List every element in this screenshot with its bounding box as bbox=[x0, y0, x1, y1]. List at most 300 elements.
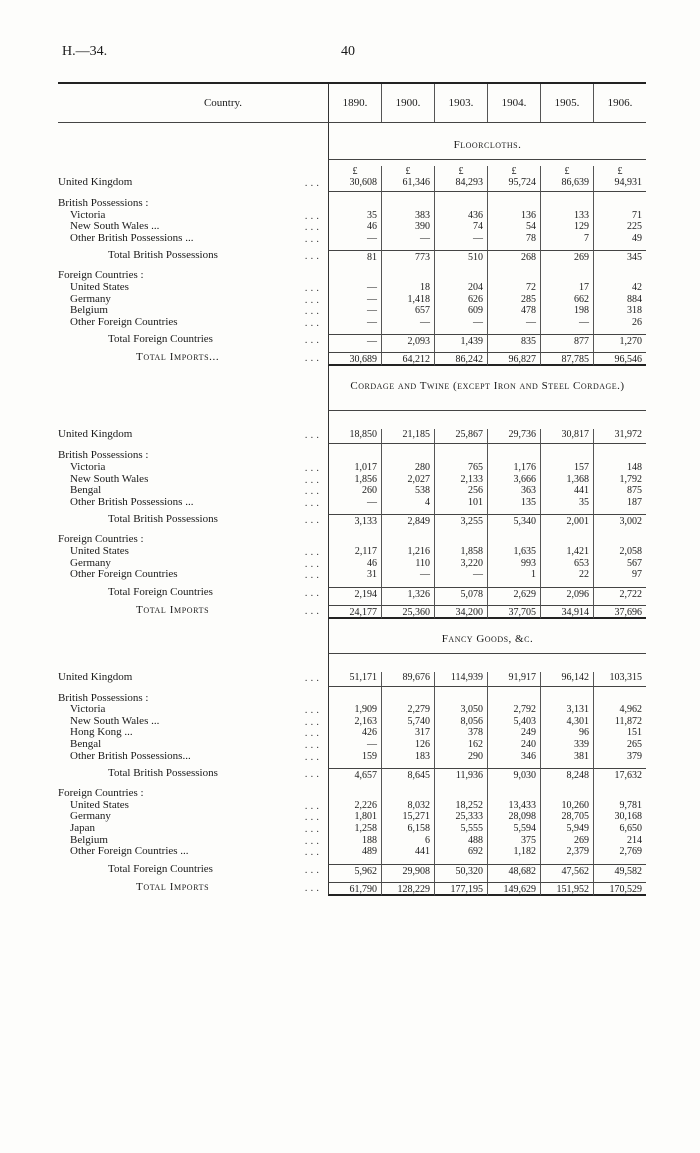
value-cell: — bbox=[328, 282, 381, 294]
row-label: New South Wales bbox=[70, 473, 149, 485]
value-cell: 1,216 bbox=[381, 546, 434, 558]
value-cell: 383 bbox=[381, 210, 434, 222]
value-cell: 4 bbox=[381, 497, 434, 509]
value-cell: 1,421 bbox=[540, 546, 593, 558]
value-cell: — bbox=[328, 294, 381, 306]
row-label-cell bbox=[58, 704, 328, 716]
leader-dots: ... bbox=[304, 305, 322, 318]
country-row bbox=[58, 672, 646, 687]
country-row bbox=[58, 497, 646, 509]
value-cell: 84,293 bbox=[434, 177, 487, 192]
value-cell: 3,220 bbox=[434, 558, 487, 570]
year-column-header: 1904. bbox=[487, 84, 540, 122]
value-cell: 1,418 bbox=[381, 294, 434, 306]
value-cell: 148 bbox=[593, 462, 646, 474]
row-label-cell bbox=[58, 716, 328, 728]
value-cell: 2,117 bbox=[328, 546, 381, 558]
total-imports-row bbox=[58, 352, 646, 366]
leader-dots: ... bbox=[304, 704, 322, 717]
row-label: Germany bbox=[70, 557, 111, 569]
value-cell: 96,546 bbox=[593, 352, 646, 366]
subtotal-row bbox=[58, 250, 646, 264]
value-cell: 363 bbox=[487, 485, 540, 497]
value-cell: 2,792 bbox=[487, 704, 540, 716]
row-label: Total British Possessions bbox=[108, 514, 218, 526]
value-cell: 74 bbox=[434, 221, 487, 233]
value-cell: 1,182 bbox=[487, 846, 540, 858]
row-label-cell bbox=[58, 835, 328, 847]
row-label: Total Imports bbox=[136, 604, 210, 616]
country-row bbox=[58, 727, 646, 739]
value-cell: — bbox=[328, 233, 381, 245]
value-cell: 198 bbox=[540, 305, 593, 317]
value-cell: 25,867 bbox=[434, 429, 487, 444]
value-cell: 24,177 bbox=[328, 605, 381, 619]
row-label-cell bbox=[58, 334, 328, 348]
section-title: Fancy Goods, &c. bbox=[328, 633, 646, 653]
country-row bbox=[58, 835, 646, 847]
value-cell: 21,185 bbox=[381, 429, 434, 444]
value-cell: 34,914 bbox=[540, 605, 593, 619]
value-cell: 35 bbox=[328, 210, 381, 222]
leader-dots: ... bbox=[304, 727, 322, 740]
currency-unit: £ bbox=[328, 166, 381, 177]
row-label: British Possessions : bbox=[58, 198, 149, 209]
value-cell bbox=[328, 693, 381, 705]
value-cell: 54 bbox=[487, 221, 540, 233]
value-cell: 2,027 bbox=[381, 474, 434, 486]
row-label: Germany bbox=[70, 293, 111, 305]
value-cell: 8,056 bbox=[434, 716, 487, 728]
value-cell: 510 bbox=[434, 250, 487, 264]
value-cell: 4,301 bbox=[540, 716, 593, 728]
value-cell: 13,433 bbox=[487, 800, 540, 812]
value-cell: 51,171 bbox=[328, 672, 381, 687]
section-title: Floorcloths. bbox=[328, 139, 646, 159]
value-cell: 49,582 bbox=[593, 864, 646, 878]
row-label: Foreign Countries : bbox=[58, 788, 144, 800]
value-cell: 7 bbox=[540, 233, 593, 245]
row-label: Germany bbox=[70, 811, 111, 823]
row-label-cell bbox=[58, 450, 328, 462]
value-cell: — bbox=[434, 233, 487, 245]
value-cell: — bbox=[487, 317, 540, 329]
value-cell bbox=[487, 450, 540, 462]
leader-dots: ... bbox=[304, 316, 322, 329]
country-row bbox=[58, 210, 646, 222]
value-cell: 136 bbox=[487, 210, 540, 222]
row-label: United Kingdom bbox=[58, 429, 133, 441]
row-label: Total Foreign Countries bbox=[108, 586, 213, 598]
value-cell: 97 bbox=[593, 569, 646, 581]
value-cell: 103,315 bbox=[593, 672, 646, 687]
row-label-cell bbox=[58, 474, 328, 486]
value-cell: 346 bbox=[487, 751, 540, 763]
row-label: Other Foreign Countries ... bbox=[70, 846, 189, 858]
value-cell: 17 bbox=[540, 282, 593, 294]
value-cell: 8,032 bbox=[381, 800, 434, 812]
value-cell: 2,096 bbox=[540, 587, 593, 601]
value-cell: 381 bbox=[540, 751, 593, 763]
value-cell: 5,949 bbox=[540, 823, 593, 835]
row-label: Belgium bbox=[70, 305, 108, 317]
leader-dots: ... bbox=[304, 461, 322, 474]
value-cell: 30,168 bbox=[593, 811, 646, 823]
value-cell: 692 bbox=[434, 846, 487, 858]
value-cell: 441 bbox=[381, 846, 434, 858]
value-cell bbox=[487, 788, 540, 800]
value-cell: 662 bbox=[540, 294, 593, 306]
row-label: Japan bbox=[70, 823, 96, 835]
value-cell bbox=[381, 198, 434, 210]
value-cell: — bbox=[328, 739, 381, 751]
value-cell bbox=[381, 534, 434, 546]
row-label-cell bbox=[58, 352, 328, 366]
value-cell: 157 bbox=[540, 462, 593, 474]
row-label-cell bbox=[58, 221, 328, 233]
value-cell: 151 bbox=[593, 727, 646, 739]
value-cell: 1,858 bbox=[434, 546, 487, 558]
value-cell bbox=[540, 450, 593, 462]
group-heading-row bbox=[58, 198, 646, 210]
subtotal-row bbox=[58, 334, 646, 348]
leader-dots: ... bbox=[304, 293, 322, 306]
value-cell: 135 bbox=[487, 497, 540, 509]
country-row bbox=[58, 823, 646, 835]
value-cell: 1,909 bbox=[328, 704, 381, 716]
value-cell: — bbox=[328, 497, 381, 509]
value-cell: 441 bbox=[540, 485, 593, 497]
row-label: New South Wales ... bbox=[70, 715, 160, 727]
country-row bbox=[58, 282, 646, 294]
value-cell: 653 bbox=[540, 558, 593, 570]
value-cell: 993 bbox=[487, 558, 540, 570]
value-cell: 8,645 bbox=[381, 768, 434, 782]
row-label-cell bbox=[58, 514, 328, 528]
value-cell: 18 bbox=[381, 282, 434, 294]
value-cell: 2,001 bbox=[540, 514, 593, 528]
value-cell: 9,781 bbox=[593, 800, 646, 812]
value-cell: 187 bbox=[593, 497, 646, 509]
value-cell: 35 bbox=[540, 497, 593, 509]
value-cell: 86,639 bbox=[540, 177, 593, 192]
value-cell: 71 bbox=[593, 210, 646, 222]
value-cell: 110 bbox=[381, 558, 434, 570]
value-cell: 2,279 bbox=[381, 704, 434, 716]
value-cell: 47,562 bbox=[540, 864, 593, 878]
value-cell: 1,258 bbox=[328, 823, 381, 835]
subtotal-row bbox=[58, 768, 646, 782]
value-cell: 3,050 bbox=[434, 704, 487, 716]
value-cell: 5,078 bbox=[434, 587, 487, 601]
value-cell: 5,740 bbox=[381, 716, 434, 728]
imports-table bbox=[58, 82, 646, 896]
value-cell bbox=[593, 198, 646, 210]
document-reference: H.—34. bbox=[62, 44, 108, 59]
row-label-cell bbox=[58, 605, 328, 619]
value-cell: 177,195 bbox=[434, 882, 487, 896]
row-label: Victoria bbox=[70, 209, 106, 221]
year-column-header: 1905. bbox=[540, 84, 593, 122]
value-cell: 37,696 bbox=[593, 605, 646, 619]
value-cell bbox=[381, 270, 434, 282]
value-cell: 390 bbox=[381, 221, 434, 233]
leader-dots: ... bbox=[304, 881, 322, 894]
row-label-cell bbox=[58, 198, 328, 210]
row-label-cell bbox=[58, 811, 328, 823]
value-cell: 6,158 bbox=[381, 823, 434, 835]
value-cell: 256 bbox=[434, 485, 487, 497]
value-cell: 61,790 bbox=[328, 882, 381, 896]
value-cell: 835 bbox=[487, 334, 540, 348]
value-cell: 162 bbox=[434, 739, 487, 751]
value-cell: 25,360 bbox=[381, 605, 434, 619]
row-label-cell bbox=[58, 846, 328, 858]
value-cell bbox=[434, 198, 487, 210]
value-cell: 249 bbox=[487, 727, 540, 739]
leader-dots: ... bbox=[304, 496, 322, 509]
value-cell: 214 bbox=[593, 835, 646, 847]
value-cell: 128,229 bbox=[381, 882, 434, 896]
row-label: Total Imports bbox=[136, 881, 210, 893]
row-label: Other Foreign Countries bbox=[70, 569, 178, 581]
row-label-cell bbox=[58, 882, 328, 896]
value-cell: 5,594 bbox=[487, 823, 540, 835]
currency-unit: £ bbox=[434, 166, 487, 177]
row-label: Other British Possessions ... bbox=[70, 232, 194, 244]
value-cell: 1,368 bbox=[540, 474, 593, 486]
value-cell: 2,722 bbox=[593, 587, 646, 601]
value-cell: 2,226 bbox=[328, 800, 381, 812]
value-cell: 25,333 bbox=[434, 811, 487, 823]
row-label: United States bbox=[70, 545, 129, 557]
value-cell: 875 bbox=[593, 485, 646, 497]
value-cell: 375 bbox=[487, 835, 540, 847]
group-heading-row bbox=[58, 450, 646, 462]
country-row bbox=[58, 233, 646, 245]
section-spacer bbox=[328, 366, 646, 380]
value-cell: 10,260 bbox=[540, 800, 593, 812]
value-cell: — bbox=[328, 317, 381, 329]
row-label-cell bbox=[58, 739, 328, 751]
value-cell: 884 bbox=[593, 294, 646, 306]
value-cell: 42 bbox=[593, 282, 646, 294]
value-cell: 34,200 bbox=[434, 605, 487, 619]
value-cell: 339 bbox=[540, 739, 593, 751]
row-label-cell bbox=[58, 497, 328, 509]
leader-dots: ... bbox=[304, 863, 322, 876]
row-label: Total Foreign Countries bbox=[108, 334, 213, 346]
row-label-cell bbox=[58, 485, 328, 497]
value-cell: 72 bbox=[487, 282, 540, 294]
value-cell: 26 bbox=[593, 317, 646, 329]
value-cell: 95,724 bbox=[487, 177, 540, 192]
country-row bbox=[58, 558, 646, 570]
section-spacer bbox=[328, 653, 646, 672]
country-column-header: Country. bbox=[203, 97, 243, 109]
country-row bbox=[58, 846, 646, 858]
row-label-cell bbox=[58, 587, 328, 601]
value-cell bbox=[381, 693, 434, 705]
value-cell: 1,635 bbox=[487, 546, 540, 558]
value-cell: 765 bbox=[434, 462, 487, 474]
subtotal-row bbox=[58, 587, 646, 601]
country-row bbox=[58, 474, 646, 486]
value-cell: — bbox=[381, 233, 434, 245]
row-label: Bengal bbox=[70, 485, 102, 497]
value-cell: 379 bbox=[593, 751, 646, 763]
total-imports-row bbox=[58, 605, 646, 619]
country-row bbox=[58, 177, 646, 192]
row-label: Belgium bbox=[70, 834, 108, 846]
value-cell: 96,827 bbox=[487, 352, 540, 366]
country-row bbox=[58, 800, 646, 812]
value-cell: 3,666 bbox=[487, 474, 540, 486]
value-cell: 1 bbox=[487, 569, 540, 581]
leader-dots: ... bbox=[304, 221, 322, 234]
value-cell: — bbox=[381, 569, 434, 581]
country-row bbox=[58, 305, 646, 317]
row-label-cell bbox=[58, 270, 328, 282]
leader-dots: ... bbox=[304, 846, 322, 859]
value-cell bbox=[540, 198, 593, 210]
row-label-cell bbox=[58, 558, 328, 570]
year-column-header: 1906. bbox=[593, 84, 646, 122]
leader-dots: ... bbox=[304, 545, 322, 558]
value-cell: 290 bbox=[434, 751, 487, 763]
row-label: United States bbox=[70, 281, 129, 293]
leader-dots: ... bbox=[304, 557, 322, 570]
value-cell: 378 bbox=[434, 727, 487, 739]
row-label: Other British Possessions ... bbox=[70, 496, 194, 508]
value-cell: 2,769 bbox=[593, 846, 646, 858]
value-cell bbox=[328, 534, 381, 546]
value-cell: 30,689 bbox=[328, 352, 381, 366]
year-column-header: 1903. bbox=[434, 84, 487, 122]
leader-dots: ... bbox=[304, 823, 322, 836]
currency-unit: £ bbox=[487, 166, 540, 177]
country-row bbox=[58, 462, 646, 474]
value-cell: 488 bbox=[434, 835, 487, 847]
row-label: Total British Possessions bbox=[108, 250, 218, 262]
leader-dots: ... bbox=[304, 768, 322, 781]
value-cell: 5,555 bbox=[434, 823, 487, 835]
country-row bbox=[58, 221, 646, 233]
value-cell: 96,142 bbox=[540, 672, 593, 687]
value-cell: 345 bbox=[593, 250, 646, 264]
value-cell: 94,931 bbox=[593, 177, 646, 192]
value-cell: 18,850 bbox=[328, 429, 381, 444]
value-cell bbox=[434, 534, 487, 546]
value-cell: 9,030 bbox=[487, 768, 540, 782]
value-cell: 317 bbox=[381, 727, 434, 739]
value-cell: 5,962 bbox=[328, 864, 381, 878]
value-cell: 81 bbox=[328, 250, 381, 264]
row-label: United States bbox=[70, 799, 129, 811]
value-cell: 6 bbox=[381, 835, 434, 847]
value-cell: 225 bbox=[593, 221, 646, 233]
section-spacer bbox=[328, 123, 646, 139]
value-cell: 30,817 bbox=[540, 429, 593, 444]
value-cell: 2,093 bbox=[381, 334, 434, 348]
value-cell: 30,608 bbox=[328, 177, 381, 192]
value-cell: 15,271 bbox=[381, 811, 434, 823]
value-cell: 1,792 bbox=[593, 474, 646, 486]
value-cell: 17,632 bbox=[593, 768, 646, 782]
value-cell: 11,872 bbox=[593, 716, 646, 728]
row-label-cell bbox=[58, 727, 328, 739]
value-cell: — bbox=[540, 317, 593, 329]
leader-dots: ... bbox=[304, 232, 322, 245]
value-cell: 126 bbox=[381, 739, 434, 751]
value-cell: 48,682 bbox=[487, 864, 540, 878]
subtotal-row bbox=[58, 514, 646, 528]
value-cell: 1,326 bbox=[381, 587, 434, 601]
value-cell bbox=[593, 534, 646, 546]
section-spacer bbox=[328, 619, 646, 633]
unit-row bbox=[58, 166, 646, 177]
row-label: Other Foreign Countries bbox=[70, 316, 178, 328]
value-cell bbox=[328, 198, 381, 210]
section-title: Cordage and Twine (except Iron and Steel Cordage.) bbox=[328, 380, 646, 410]
row-label-cell bbox=[58, 800, 328, 812]
leader-dots: ... bbox=[304, 586, 322, 599]
value-cell: 567 bbox=[593, 558, 646, 570]
value-cell: 133 bbox=[540, 210, 593, 222]
leader-dots: ... bbox=[304, 799, 322, 812]
row-label: Hong Kong ... bbox=[70, 727, 133, 739]
row-label-cell bbox=[58, 462, 328, 474]
value-cell: 18,252 bbox=[434, 800, 487, 812]
value-cell: 773 bbox=[381, 250, 434, 264]
leader-dots: ... bbox=[304, 569, 322, 582]
value-cell: 609 bbox=[434, 305, 487, 317]
value-cell: 37,705 bbox=[487, 605, 540, 619]
value-cell: 3,002 bbox=[593, 514, 646, 528]
value-cell bbox=[381, 450, 434, 462]
value-cell: 4,657 bbox=[328, 768, 381, 782]
row-label-cell bbox=[58, 751, 328, 763]
value-cell: 49 bbox=[593, 233, 646, 245]
leader-dots: ... bbox=[304, 834, 322, 847]
value-cell: 3,255 bbox=[434, 514, 487, 528]
value-cell bbox=[540, 270, 593, 282]
leader-dots: ... bbox=[304, 473, 322, 486]
value-cell: 11,936 bbox=[434, 768, 487, 782]
row-label: United Kingdom bbox=[58, 671, 133, 683]
value-cell: 61,346 bbox=[381, 177, 434, 192]
value-cell: 86,242 bbox=[434, 352, 487, 366]
section-spacer bbox=[328, 410, 646, 429]
currency-unit: £ bbox=[593, 166, 646, 177]
leader-dots: ... bbox=[304, 671, 322, 684]
row-label: Other British Possessions... bbox=[70, 750, 191, 762]
row-label-cell bbox=[58, 429, 328, 444]
country-row bbox=[58, 811, 646, 823]
value-cell: 478 bbox=[487, 305, 540, 317]
value-cell: 5,340 bbox=[487, 514, 540, 528]
country-row bbox=[58, 739, 646, 751]
value-cell: — bbox=[434, 317, 487, 329]
value-cell: 96 bbox=[540, 727, 593, 739]
value-cell: 265 bbox=[593, 739, 646, 751]
value-cell bbox=[487, 534, 540, 546]
row-label-cell bbox=[58, 282, 328, 294]
value-cell: 280 bbox=[381, 462, 434, 474]
value-cell bbox=[434, 270, 487, 282]
value-cell: 1,439 bbox=[434, 334, 487, 348]
value-cell bbox=[540, 788, 593, 800]
